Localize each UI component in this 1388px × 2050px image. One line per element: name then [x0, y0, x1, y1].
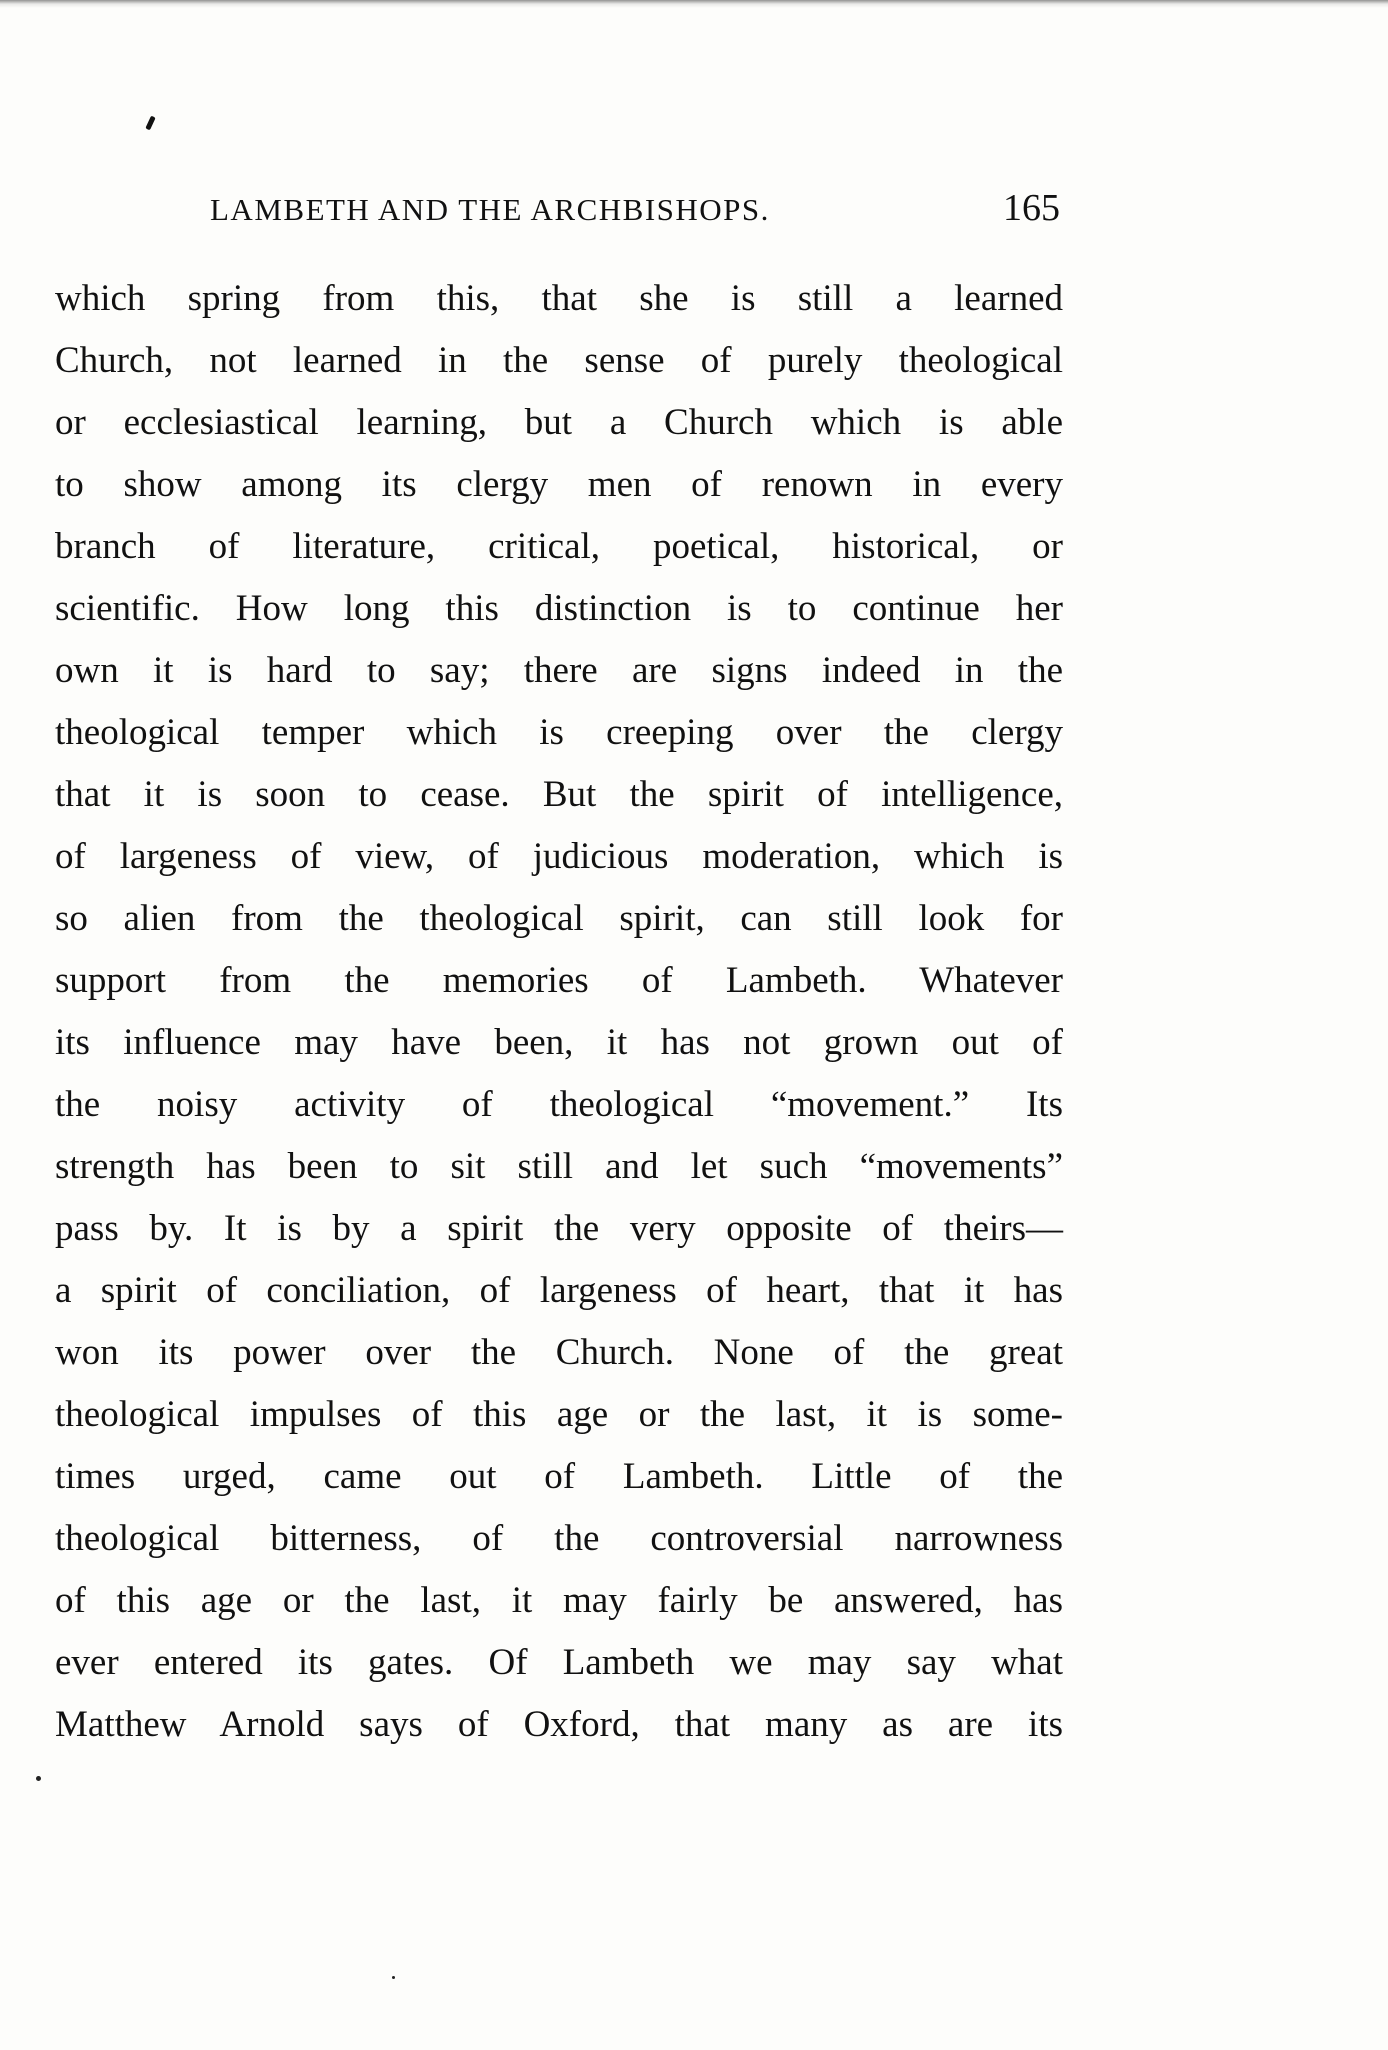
text-line: its influence may have been, it has not grown out of — [55, 1022, 1063, 1063]
text-line: which spring from this, that she is still a learned — [55, 278, 1063, 319]
text-line: Church, not learned in the sense of purely theological — [55, 340, 1063, 381]
text-line: that it is soon to cease. But the spirit of intelligence, — [55, 774, 1063, 815]
ink-speck — [36, 1776, 41, 1781]
text-line: so alien from the theological spirit, can still look for — [55, 898, 1063, 939]
text-line: times urged, came out of Lambeth. Little of the — [55, 1456, 1063, 1497]
text-line: won its power over the Church. None of the great — [55, 1332, 1063, 1373]
text-line: branch of literature, critical, poetical, historical, or — [55, 526, 1063, 567]
text-line: or ecclesiastical learning, but a Church which is able — [55, 402, 1063, 443]
text-line: of this age or the last, it may fairly be answered, has — [55, 1580, 1063, 1621]
text-line: of largeness of view, of judicious moderation, which is — [55, 836, 1063, 877]
text-line: a spirit of conciliation, of largeness of heart, that it has — [55, 1270, 1063, 1311]
text-line: theological temper which is creeping over the clergy — [55, 712, 1063, 753]
text-line: strength has been to sit still and let such “movements” — [55, 1146, 1063, 1187]
text-line: support from the memories of Lambeth. Whatever — [55, 960, 1063, 1001]
text-line: pass by. It is by a spirit the very opposite of theirs— — [55, 1208, 1063, 1249]
text-line: own it is hard to say; there are signs indeed in the — [55, 650, 1063, 691]
text-line: scientific. How long this distinction is to continue her — [55, 588, 1063, 629]
page-top-edge-shadow — [0, 0, 1388, 8]
page-number: 165 — [1003, 187, 1060, 229]
text-line: ever entered its gates. Of Lambeth we may say what — [55, 1642, 1063, 1683]
ink-speck — [392, 1976, 395, 1979]
ink-mark — [145, 116, 155, 131]
text-line: theological impulses of this age or the last, it is some- — [55, 1394, 1063, 1435]
running-head-title: LAMBETH AND THE ARCHBISHOPS. — [210, 192, 770, 227]
text-line: theological bitterness, of the controversial narrowness — [55, 1518, 1063, 1559]
text-line: to show among its clergy men of renown in every — [55, 464, 1063, 505]
text-line: Matthew Arnold says of Oxford, that many as are its — [55, 1704, 1063, 1745]
running-header — [60, 186, 1060, 236]
body-text — [55, 268, 1063, 1756]
text-line: the noisy activity of theological “movement.” Its — [55, 1084, 1063, 1125]
